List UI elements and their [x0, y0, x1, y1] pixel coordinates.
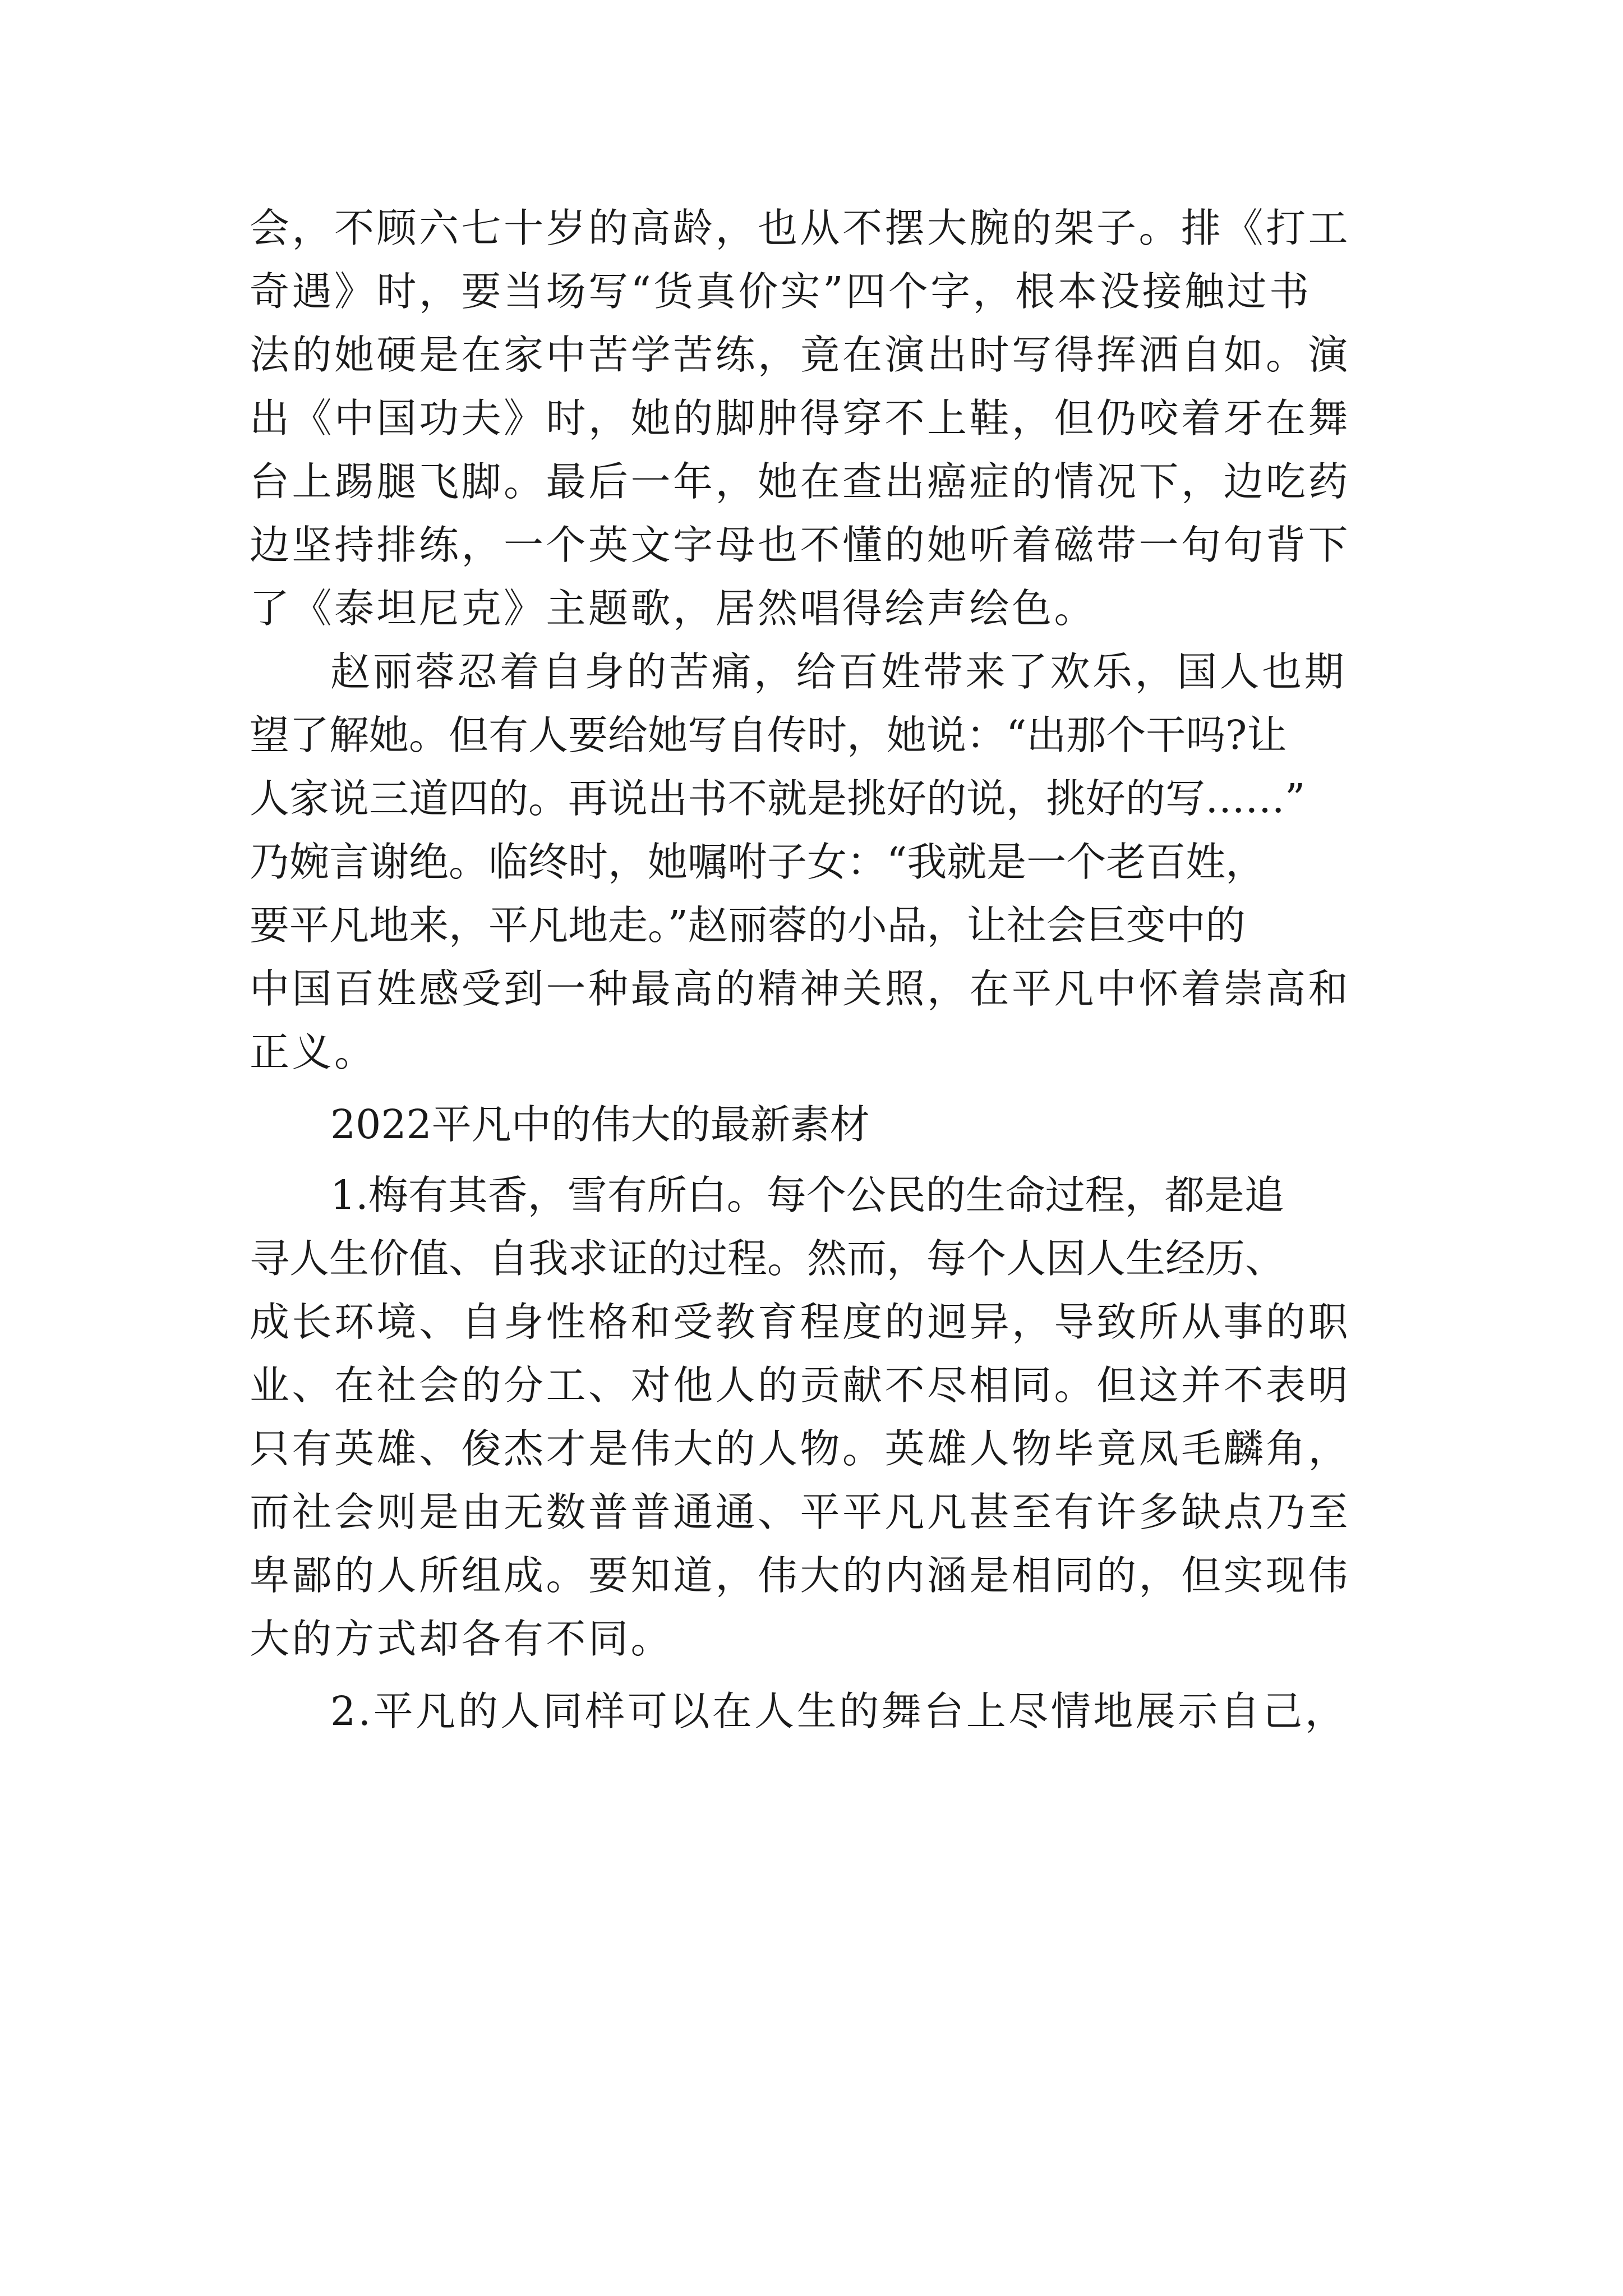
text-line: 寻人生价值、自我求证的过程。然而，每个人因人生经历、: [250, 1235, 1285, 1282]
text-line: 成长环境、自身性格和受教育程度的迥异，导致所从事的职: [250, 1299, 1351, 1345]
text-line: 会，不顾六七十岁的高龄，也从不摆大腕的架子。排《打工: [250, 205, 1351, 251]
paragraph-spacer: [250, 1671, 1399, 1680]
text-line: 台上踢腿飞脚。最后一年，她在查出癌症的情况下，边吃药: [250, 458, 1351, 505]
text-line: 赵丽蓉忍着自身的苦痛，给百姓带来了欢乐，国人也期: [330, 648, 1347, 695]
text-line: 奇遇》时，要当场写“货真价实”四个字，根本没接触过书: [250, 268, 1312, 315]
text-line: 中国百姓感受到一种最高的精神关照，在平凡中怀着崇高和: [250, 965, 1351, 1012]
paragraph-3: [250, 1163, 1399, 1671]
text-line: 出《中国功夫》时，她的脚肿得穿不上鞋，但仍咬着牙在舞: [250, 395, 1351, 441]
text-line: 只有英雄、俊杰才是伟大的人物。英雄人物毕竟凤毛麟角，: [250, 1425, 1351, 1472]
text-line: 而社会则是由无数普普通通、平平凡凡甚至有许多缺点乃至: [250, 1489, 1351, 1535]
text-line: 卑鄙的人所组成。要知道，伟大的内涵是相同的，但实现伟: [250, 1552, 1351, 1599]
paragraph-4: [250, 1680, 1399, 1743]
text-line: 望了解她。但有人要给她写自传时，她说：“出那个干吗?让: [250, 712, 1287, 758]
text-line: 边坚持排练，一个英文字母也不懂的她听着磁带一句句背下: [250, 522, 1351, 568]
section-heading: 2022平凡中的伟大的最新素材: [330, 1101, 870, 1148]
text-line: 乃婉言谢绝。临终时，她嘱咐子女：“我就是一个老百姓，: [250, 839, 1266, 885]
text-line: 正义。: [250, 1029, 377, 1075]
text-line: 大的方式却各有不同。: [250, 1616, 674, 1662]
text-line: 1.梅有其香，雪有所白。每个公民的生命过程，都是追: [330, 1172, 1284, 1218]
paragraph-1: [250, 196, 1399, 640]
document-body: [250, 196, 1399, 1743]
text-line: 了《泰坦尼克》主题歌，居然唱得绘声绘色。: [250, 585, 1097, 632]
text-line: 2.平凡的人同样可以在人生的舞台上尽情地展示自己，: [330, 1688, 1348, 1734]
text-line: 人家说三道四的。再说出书不就是挑好的说，挑好的写……”: [250, 775, 1306, 822]
text-line: 法的她硬是在家中苦学苦练，竟在演出时写得挥洒自如。演: [250, 332, 1351, 378]
text-line: 要平凡地来，平凡地走。”赵丽蓉的小品，让社会巨变中的: [250, 902, 1246, 949]
text-line: 业、在社会的分工、对他人的贡献不尽相同。但这并不表明: [250, 1362, 1351, 1409]
paragraph-2: [250, 640, 1399, 1084]
